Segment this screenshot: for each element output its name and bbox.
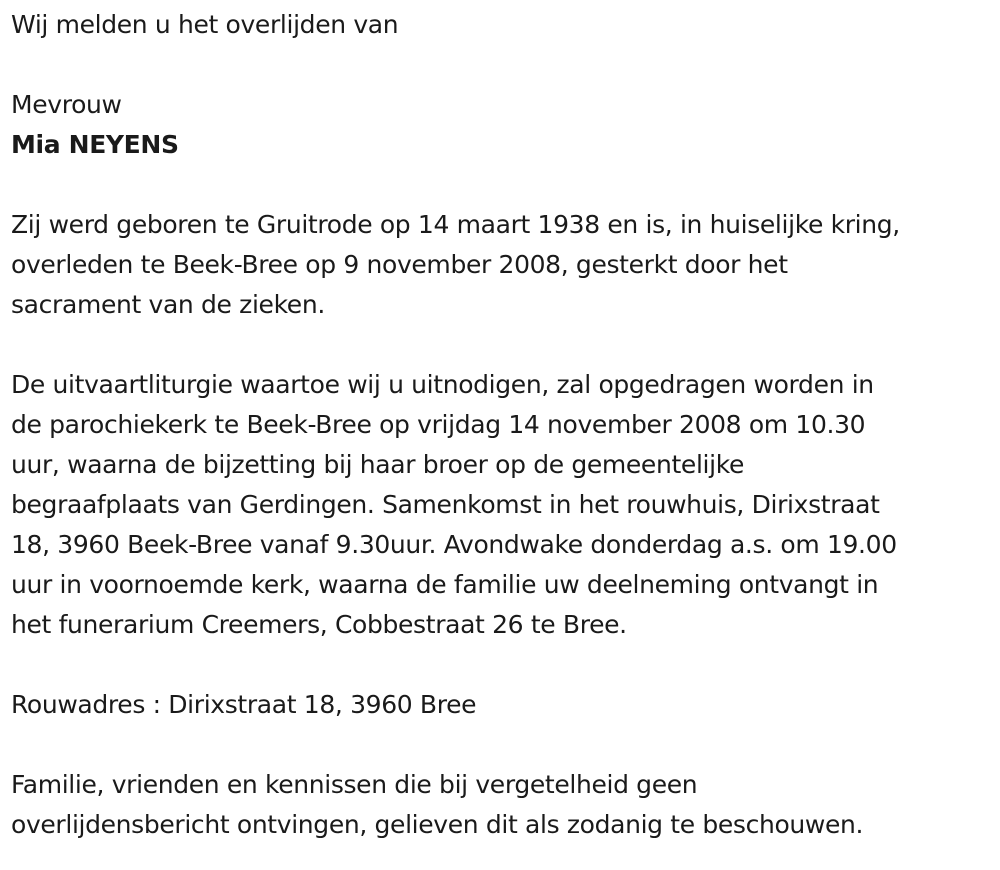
funeral-paragraph (11, 365, 986, 645)
mourning-address: Rouwadres : Dirixstraat 18, 3960 Bree (11, 690, 477, 719)
paragraph-line: Zij werd geboren te Gruitrode op 14 maart 1938 en is, in huiselijke kring, (11, 210, 900, 239)
paragraph-line: uur, waarna de bijzetting bij haar broer op de gemeentelijke (11, 450, 744, 479)
paragraph-line: het funerarium Creemers, Cobbestraat 26 te Bree. (11, 610, 627, 639)
spacer (11, 165, 986, 205)
paragraph-line: uur in voornoemde kerk, waarna de familie uw deelneming ontvangt in (11, 570, 879, 599)
spacer (11, 645, 986, 685)
birth-death-paragraph (11, 205, 986, 325)
deceased-name: Mia NEYENS (11, 130, 179, 159)
paragraph-line: begraafplaats van Gerdingen. Samenkomst in het rouwhuis, Dirixstraat (11, 490, 880, 519)
salutation: Mevrouw (11, 90, 122, 119)
closing-paragraph (11, 765, 986, 845)
paragraph-line: overleden te Beek-Bree op 9 november 2008, gesterkt door het (11, 250, 788, 279)
paragraph-line: overlijdensbericht ontvingen, gelieven dit als zodanig te beschouwen. (11, 810, 864, 839)
paragraph-line: de parochiekerk te Beek-Bree op vrijdag 14 november 2008 om 10.30 (11, 410, 866, 439)
intro-line: Wij melden u het overlijden van (11, 10, 399, 39)
paragraph-line: 18, 3960 Beek-Bree vanaf 9.30uur. Avondwake donderdag a.s. om 19.00 (11, 530, 897, 559)
spacer (11, 725, 986, 765)
obituary-notice (11, 5, 986, 845)
paragraph-line: Familie, vrienden en kennissen die bij vergetelheid geen (11, 770, 698, 799)
paragraph-line: sacrament van de zieken. (11, 290, 325, 319)
spacer (11, 325, 986, 365)
paragraph-line: De uitvaartliturgie waartoe wij u uitnodigen, zal opgedragen worden in (11, 370, 874, 399)
spacer (11, 45, 986, 85)
